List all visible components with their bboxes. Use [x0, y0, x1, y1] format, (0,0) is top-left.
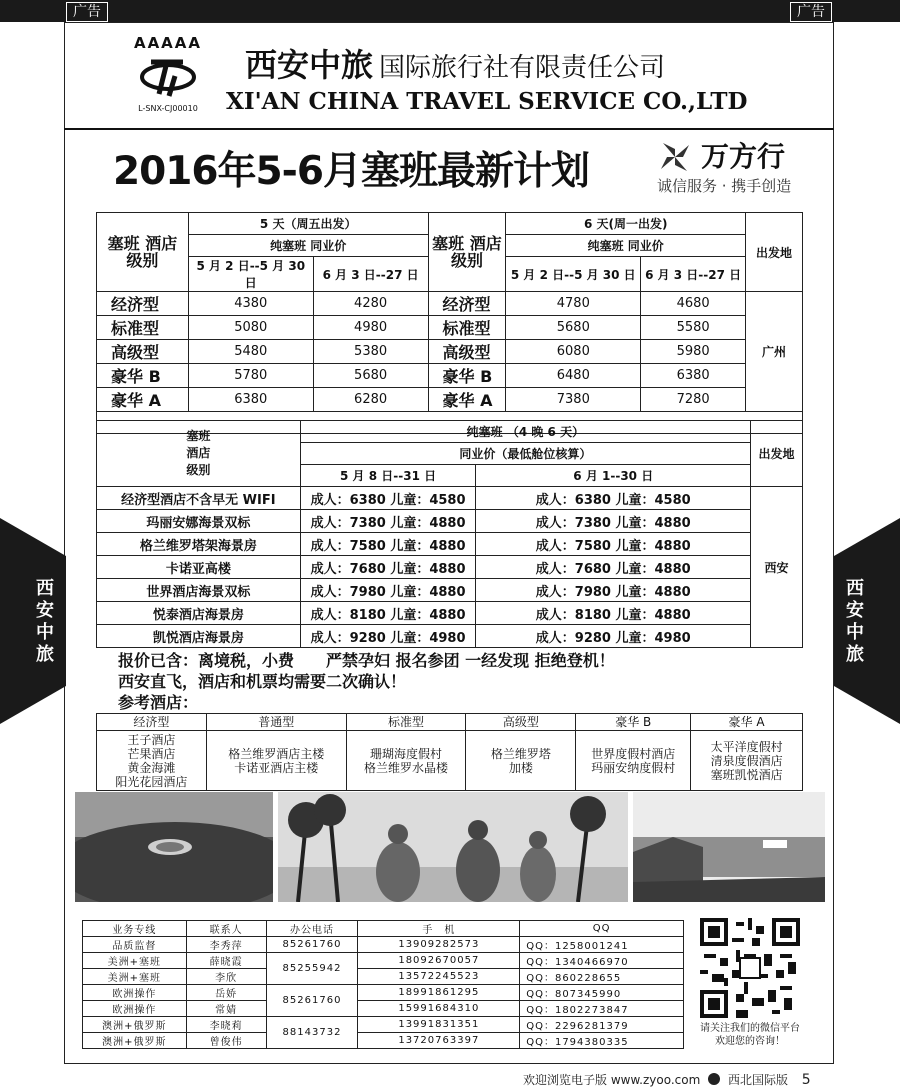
- pinwheel-icon: [657, 139, 693, 175]
- price-cell: 4280: [313, 292, 428, 316]
- table-row: [97, 388, 803, 412]
- top-bar: [0, 0, 900, 22]
- side-char: 中: [846, 622, 864, 643]
- table1-date-1: 5 月 2 日--5 月 30 日: [188, 257, 313, 292]
- side-char: 安: [36, 600, 54, 621]
- price-cell: 5380: [313, 340, 428, 364]
- hotel-list: [206, 731, 346, 791]
- price-cell: 6280: [313, 388, 428, 412]
- contact-name: 薛晓霞: [186, 953, 266, 969]
- company-logo: [118, 34, 218, 120]
- hotel-name: 卡诺亚高楼: [97, 556, 301, 579]
- footer-website[interactable]: 欢迎浏览电子版 www.zyoo.com: [523, 1073, 701, 1087]
- price-cell: 成人：7980 儿童：4880: [476, 579, 751, 602]
- business-line: 欧洲操作: [83, 985, 187, 1001]
- table-row: [83, 921, 684, 937]
- table2-date-2: 6 月 1--30 日: [476, 465, 751, 487]
- table-row: [83, 1001, 684, 1017]
- footer-edition: 西北国际版: [727, 1073, 788, 1087]
- hotel-name: 卡诺亚酒店主楼: [234, 760, 319, 775]
- table-row: [83, 937, 684, 953]
- price-cell: 成人：8180 儿童：4880: [476, 602, 751, 625]
- qr-caption-line-1: 请关注我们的微信平台: [700, 1023, 800, 1034]
- table-row: [97, 292, 803, 316]
- table2-origin: 西安: [751, 487, 803, 648]
- price-cell: 5680: [313, 364, 428, 388]
- hotel-list: [576, 731, 691, 791]
- hotel-list: [691, 731, 803, 791]
- side-char: 西: [846, 578, 864, 599]
- contact-name: 李晓莉: [186, 1017, 266, 1033]
- contact-table: [82, 920, 684, 1049]
- qq-number: QQ：1258001241: [520, 937, 684, 953]
- mobile-number: 13909282573: [358, 937, 520, 953]
- hotel-name: 悦泰酒店海景房: [97, 602, 301, 625]
- brand-slogan: 诚信服务 · 携手创造: [657, 177, 792, 195]
- table1-date-2: 6 月 3 日--27 日: [313, 257, 428, 292]
- table-row: [83, 985, 684, 1001]
- qq-number: QQ：1794380335: [520, 1033, 684, 1049]
- price-cell: 成人：9280 儿童：4980: [300, 625, 476, 648]
- business-line: 澳洲+俄罗斯: [83, 1033, 187, 1049]
- hotel-name: 塞班凯悦酒店: [710, 767, 783, 782]
- company-name-main: 西安中旅: [245, 46, 374, 84]
- price-cell: 4380: [188, 292, 313, 316]
- price-cell: 成人：6380 儿童：4580: [300, 487, 476, 510]
- price-cell: 4780: [506, 292, 641, 316]
- hotel-name: 清泉度假酒店: [710, 753, 783, 768]
- table1-five-day-header: 5 天（周五出发）: [188, 213, 428, 235]
- price-cell: 成人：7680 儿童：4880: [476, 556, 751, 579]
- hotel-name: 王子酒店: [127, 732, 176, 747]
- table2-level-header-line: 酒店: [186, 446, 211, 460]
- hotel-list: [466, 731, 576, 791]
- hotel-name: 世界度假村酒店: [591, 746, 676, 761]
- wechat-qr-code-icon[interactable]: [700, 918, 800, 1018]
- hotel-list: [97, 731, 207, 791]
- level-label: 豪华 A: [428, 388, 506, 412]
- mobile-number: 13991831351: [358, 1017, 520, 1033]
- level-label: 标准型: [428, 316, 506, 340]
- brand-block: [655, 135, 820, 195]
- mobile-number: 18991861295: [358, 985, 520, 1001]
- qr-caption-line-2: 欢迎您的咨询！: [715, 1036, 785, 1047]
- table-row: [97, 316, 803, 340]
- island-dancers-photo: [278, 792, 628, 902]
- table2-title: 纯塞班 （4 晚 6 天）: [300, 421, 750, 443]
- side-label-right: [844, 578, 866, 666]
- qq-number: QQ：1802273847: [520, 1001, 684, 1017]
- side-char: 旅: [36, 644, 54, 665]
- contact-header: 业务专线: [83, 921, 187, 937]
- office-phone: 85261760: [266, 985, 358, 1017]
- hotel-name: 格兰维罗塔架海景房: [97, 533, 301, 556]
- level-label: 经济型: [428, 292, 506, 316]
- side-char: 旅: [846, 644, 864, 665]
- level-label: 高级型: [97, 340, 189, 364]
- price-cell: 6380: [188, 388, 313, 412]
- hotel-name: 格兰维罗酒店主楼: [228, 746, 325, 761]
- qq-number: QQ：1340466970: [520, 953, 684, 969]
- company-name-cn: [245, 40, 665, 86]
- island-aerial-photo: [75, 792, 273, 902]
- contact-name: 曾俊伟: [186, 1033, 266, 1049]
- note-line-1: 报价已含：离境税，小费 严禁孕妇 报名参团 一经发现 拒绝登机！: [118, 651, 615, 670]
- price-cell: 5680: [506, 316, 641, 340]
- header-divider: [64, 128, 834, 130]
- office-phone: 85255942: [266, 953, 358, 985]
- guangzhou-price-table: [96, 212, 803, 434]
- rating-label: AAAAA: [133, 34, 203, 52]
- xian-price-table: [96, 420, 803, 648]
- table1-level-header: 塞班 酒店 级别: [97, 213, 189, 292]
- side-char: 安: [846, 600, 864, 621]
- table-row: [97, 340, 803, 364]
- footer-globe-icon: [708, 1073, 720, 1085]
- price-cell: 成人：7580 儿童：4880: [476, 533, 751, 556]
- hotel-list: [346, 731, 466, 791]
- contact-name: 李欣: [186, 969, 266, 985]
- table2-subtitle: 同业价（最低舱位核算）: [300, 443, 750, 465]
- price-cell: 成人：7680 儿童：4880: [300, 556, 476, 579]
- table2-level-header: [97, 421, 301, 487]
- mobile-number: 18092670057: [358, 953, 520, 969]
- note-line-3: 参考酒店：: [118, 693, 199, 712]
- hotel-name: 世界酒店海景双标: [97, 579, 301, 602]
- hotel-name: 珊瑚海度假村: [370, 746, 443, 761]
- table1-date-3: 5 月 2 日--5 月 30 日: [506, 257, 641, 292]
- price-cell: 成人：7380 儿童：4880: [300, 510, 476, 533]
- contact-name: 常婧: [186, 1001, 266, 1017]
- qq-number: QQ：860228655: [520, 969, 684, 985]
- price-cell: 5480: [188, 340, 313, 364]
- contact-header: 联系人: [186, 921, 266, 937]
- reference-hotels-table: [96, 713, 803, 791]
- table-row: [97, 487, 803, 510]
- table-row: [97, 533, 803, 556]
- table1-six-day-header: 6 天(周一出发): [506, 213, 746, 235]
- price-cell: 5080: [188, 316, 313, 340]
- price-cell: 7380: [506, 388, 641, 412]
- contact-name: 李秀萍: [186, 937, 266, 953]
- hotel-name: 经济型酒店不含早无 WIFI: [97, 487, 301, 510]
- company-name-en: XI'AN CHINA TRAVEL SERVICE CO.,LTD: [226, 88, 748, 115]
- hotel-class-header: 豪华 A: [691, 714, 803, 731]
- company-logo-icon: [139, 54, 197, 100]
- hotel-name: 凯悦酒店海景房: [97, 625, 301, 648]
- level-label: 豪华 B: [428, 364, 506, 388]
- business-line: 欧洲操作: [83, 1001, 187, 1017]
- hotel-name: 格兰维罗水晶楼: [364, 760, 449, 775]
- side-tab-left: [0, 518, 66, 724]
- mobile-number: 13572245523: [358, 969, 520, 985]
- hotel-name: 阳光花园酒店: [115, 774, 188, 789]
- price-cell: 6080: [506, 340, 641, 364]
- level-label: 豪华 B: [97, 364, 189, 388]
- page-headline: 2016年5-6月塞班最新计划: [113, 149, 590, 194]
- hotel-name: 格兰维罗塔: [490, 746, 551, 761]
- business-line: 美洲+塞班: [83, 969, 187, 985]
- table2-date-1: 5 月 8 日--31 日: [300, 465, 476, 487]
- table1-level-header-2: 塞班 酒店 级别: [428, 213, 506, 292]
- table1-date-4: 6 月 3 日--27 日: [641, 257, 746, 292]
- price-cell: 6380: [641, 364, 746, 388]
- level-label: 高级型: [428, 340, 506, 364]
- table-row: [83, 1033, 684, 1049]
- table1-origin: 广州: [746, 292, 803, 412]
- brand-name: 万方行: [701, 140, 786, 173]
- table1-price-type-2: 纯塞班 同业价: [506, 235, 746, 257]
- qq-number: QQ：807345990: [520, 985, 684, 1001]
- office-phone: 85261760: [266, 937, 358, 953]
- price-cell: 7280: [641, 388, 746, 412]
- hotel-class-header: 高级型: [466, 714, 576, 731]
- table-row: [83, 969, 684, 985]
- table-row: [97, 364, 803, 388]
- coastal-cliff-photo: [633, 792, 825, 902]
- business-line: 美洲+塞班: [83, 953, 187, 969]
- table-row: [83, 953, 684, 969]
- price-cell: 成人：7380 儿童：4880: [476, 510, 751, 533]
- price-cell: 成人：8180 儿童：4880: [300, 602, 476, 625]
- business-line: 品质监督: [83, 937, 187, 953]
- page-number: 5: [801, 1072, 811, 1088]
- hotel-class-header: 经济型: [97, 714, 207, 731]
- table1-origin-header: 出发地: [746, 213, 803, 292]
- price-cell: 4980: [313, 316, 428, 340]
- side-label-left: [34, 578, 56, 666]
- table-row: [97, 625, 803, 648]
- table-row: [83, 1017, 684, 1033]
- price-cell: 成人：9280 儿童：4980: [476, 625, 751, 648]
- price-cell: 成人：6380 儿童：4580: [476, 487, 751, 510]
- price-cell: 成人：7980 儿童：4880: [300, 579, 476, 602]
- side-char: 中: [36, 622, 54, 643]
- table-row: [97, 556, 803, 579]
- company-name-sub: 国际旅行社有限责任公司: [379, 53, 666, 83]
- price-cell: 5980: [641, 340, 746, 364]
- price-cell: 6480: [506, 364, 641, 388]
- table1-price-type: 纯塞班 同业价: [188, 235, 428, 257]
- table-row: [97, 602, 803, 625]
- price-cell: 5780: [188, 364, 313, 388]
- hotel-class-header: 豪华 B: [576, 714, 691, 731]
- license-number: L-SNX-CJ00010: [138, 104, 198, 113]
- hotel-name: 玛丽安娜海景双标: [97, 510, 301, 533]
- price-cell: 5580: [641, 316, 746, 340]
- price-cell: 成人：7580 儿童：4880: [300, 533, 476, 556]
- ad-label-left: 广告: [66, 2, 108, 22]
- contact-header: 办公电话: [266, 921, 358, 937]
- table2-origin-header: 出发地: [751, 421, 803, 487]
- side-char: 西: [36, 578, 54, 599]
- qr-caption: [686, 1022, 814, 1048]
- ad-label-right: 广告: [790, 2, 832, 22]
- price-cell: 4680: [641, 292, 746, 316]
- hotel-name: 加楼: [508, 760, 533, 775]
- hotel-name: 芒果酒店: [127, 746, 176, 761]
- business-line: 澳洲+俄罗斯: [83, 1017, 187, 1033]
- level-label: 经济型: [97, 292, 189, 316]
- qq-number: QQ：2296281379: [520, 1017, 684, 1033]
- contact-header: 手 机: [358, 921, 520, 937]
- note-line-2: 西安直飞，酒店和机票均需要二次确认！: [118, 672, 407, 691]
- footer: [523, 1071, 811, 1088]
- hotel-name: 黄金海滩: [127, 760, 176, 775]
- hotel-name: 玛丽安纳度假村: [591, 760, 676, 775]
- notes-block: [118, 650, 615, 713]
- level-label: 标准型: [97, 316, 189, 340]
- table-row: [97, 510, 803, 533]
- office-phone: 88143732: [266, 1017, 358, 1049]
- table2-level-header-line: 级别: [186, 463, 211, 477]
- table-row: [97, 579, 803, 602]
- hotel-name: 太平洋度假村: [710, 739, 783, 754]
- hotel-class-header: 标准型: [346, 714, 466, 731]
- table2-level-header-line: 塞班: [186, 429, 211, 443]
- contact-header: QQ: [520, 921, 684, 937]
- hotel-class-header: 普通型: [206, 714, 346, 731]
- mobile-number: 15991684310: [358, 1001, 520, 1017]
- mobile-number: 13720763397: [358, 1033, 520, 1049]
- contact-name: 岳娇: [186, 985, 266, 1001]
- level-label: 豪华 A: [97, 388, 189, 412]
